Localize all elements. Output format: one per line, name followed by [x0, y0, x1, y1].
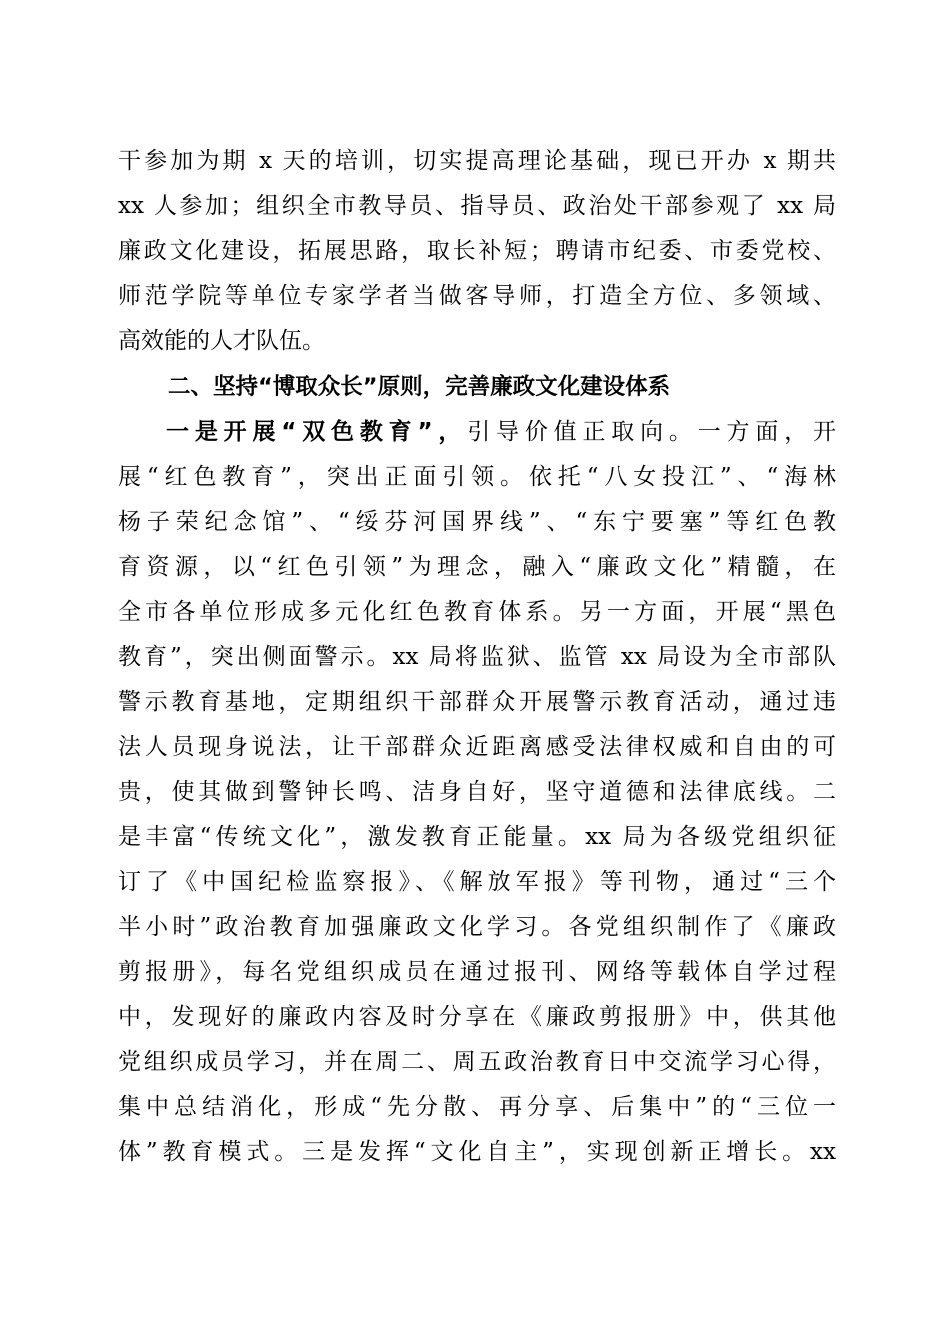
text-line: 党组织成员学习，并在周二、周五政治教育日中交流学习心得，	[118, 1049, 836, 1075]
text-line: 全市各单位形成多元化红色教育体系。另一方面，开展“黑色	[118, 599, 836, 625]
text-line: 法人员现身说法，让干部群众近距离感受法律权威和自由的可	[118, 734, 836, 760]
text-line: 廉政文化建设，拓展思路，取长补短；聘请市纪委、市委党校、	[118, 238, 836, 264]
lead-rest: 引导价值正取向。一方面，开	[467, 419, 836, 445]
text-line: 展“红色教育”，突出正面引领。依托“八女投江”、“海林	[118, 464, 836, 490]
text-line: 教育”，突出侧面警示。xx 局将监狱、监管 xx 局设为全市部队	[118, 644, 836, 670]
text-line: 干参加为期 x 天的培训，切实提高理论基础，现已开办 x 期共	[118, 148, 836, 174]
text-line: 高效能的人才队伍。	[118, 328, 325, 354]
text-line: 体”教育模式。三是发挥“文化自主”，实现创新正增长。xx	[118, 1139, 836, 1165]
text-line: 杨子荣纪念馆”、“绥芬河国界线”、“东宁要塞”等红色教	[118, 509, 836, 535]
text-line: 师范学院等单位专家学者当做客导师，打造全方位、多领域、	[118, 283, 836, 309]
text-line: 警示教育基地，定期组织干部群众开展警示教育活动，通过违	[118, 689, 836, 715]
text-line	[118, 410, 836, 455]
lead-phrase: 一是开展“双色教育”，	[166, 419, 468, 445]
paragraph-training	[118, 139, 836, 364]
document-page	[118, 139, 836, 1175]
section-heading: 二、坚持“博取众长”原则，完善廉政文化建设体系	[168, 374, 671, 400]
text-line: 育资源，以“红色引领”为理念，融入“廉政文化”精髓，在	[118, 554, 836, 580]
text-line: 剪报册》，每名党组织成员在通过报刊、网络等载体自学过程	[118, 959, 836, 985]
text-line: 是丰富“传统文化”，激发教育正能量。xx 局为各级党组织征	[118, 824, 836, 850]
text-line: 订了《中国纪检监察报》、《解放军报》等刊物，通过“三个	[118, 869, 836, 895]
text-line: 集中总结消化，形成“先分散、再分享、后集中”的“三位一	[118, 1094, 836, 1120]
text-line: 半小时”政治教育加强廉政文化学习。各党组织制作了《廉政	[118, 914, 836, 940]
paragraph-education	[118, 410, 836, 1175]
text-line: xx 人参加；组织全市教导员、指导员、政治处干部参观了 xx 局	[118, 193, 836, 219]
text-line: 贵，使其做到警钟长鸣、洁身自好，坚守道德和法律底线。二	[118, 779, 836, 805]
text-line: 中，发现好的廉政内容及时分享在《廉政剪报册》中，供其他	[118, 1004, 836, 1030]
